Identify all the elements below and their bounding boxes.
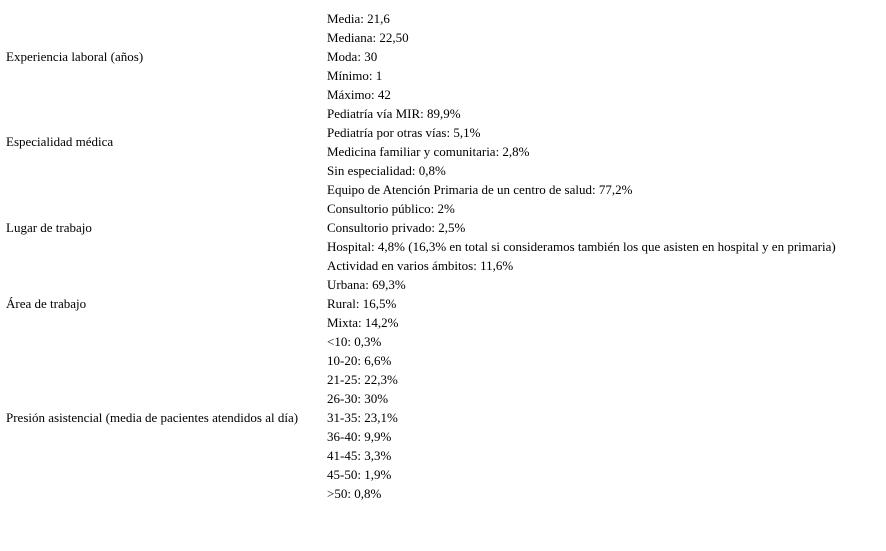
table-row [6,275,836,332]
value-line: Actividad en varios ámbitos: 11,6% [327,258,514,273]
table-row [6,332,836,503]
value-line: <10: 0,3% [327,334,382,349]
table-row [6,180,836,275]
value-line: Hospital: 4,8% (16,3% en total si consideramos también los que asisten en hospital y en primaria) [327,239,836,254]
row-values [327,104,836,180]
row-label: Lugar de trabajo [6,219,92,235]
value-line: Media: 21,6 [327,11,390,26]
table-row [6,104,836,180]
value-line: Equipo de Atención Primaria de un centro de salud: 77,2% [327,182,633,197]
value-line: 45-50: 1,9% [327,467,392,482]
value-line: Mediana: 22,50 [327,30,409,45]
row-label: Área de trabajo [6,295,87,311]
value-line: 31-35: 23,1% [327,410,398,425]
row-values [327,332,836,503]
value-line: 10-20: 6,6% [327,353,392,368]
value-line: 21-25: 22,3% [327,372,398,387]
data-table [6,9,836,503]
row-label: Experiencia laboral (años) [6,48,144,64]
value-line: Sin especialidad: 0,8% [327,163,446,178]
table-row [6,9,836,104]
value-line: Máximo: 42 [327,87,391,102]
value-line: Mínimo: 1 [327,68,383,83]
value-line: 26-30: 30% [327,391,389,406]
value-line: Moda: 30 [327,49,378,64]
value-line: Pediatría por otras vías: 5,1% [327,125,481,140]
value-line: Mixta: 14,2% [327,315,399,330]
row-label: Especialidad médica [6,134,114,149]
value-line: Urbana: 69,3% [327,277,406,292]
value-line: >50: 0,8% [327,486,382,501]
value-line: 36-40: 9,9% [327,429,392,444]
value-line: Rural: 16,5% [327,296,397,311]
value-line: Pediatría vía MIR: 89,9% [327,106,461,121]
row-values [327,275,836,332]
value-line: Consultorio privado: 2,5% [327,220,466,235]
row-values [327,180,836,275]
row-label: Presión asistencial (media de pacientes atendidos al día) [6,409,299,425]
value-line: 41-45: 3,3% [327,448,392,463]
row-values [327,9,836,104]
value-line: Consultorio público: 2% [327,201,455,216]
value-line: Medicina familiar y comunitaria: 2,8% [327,144,530,159]
